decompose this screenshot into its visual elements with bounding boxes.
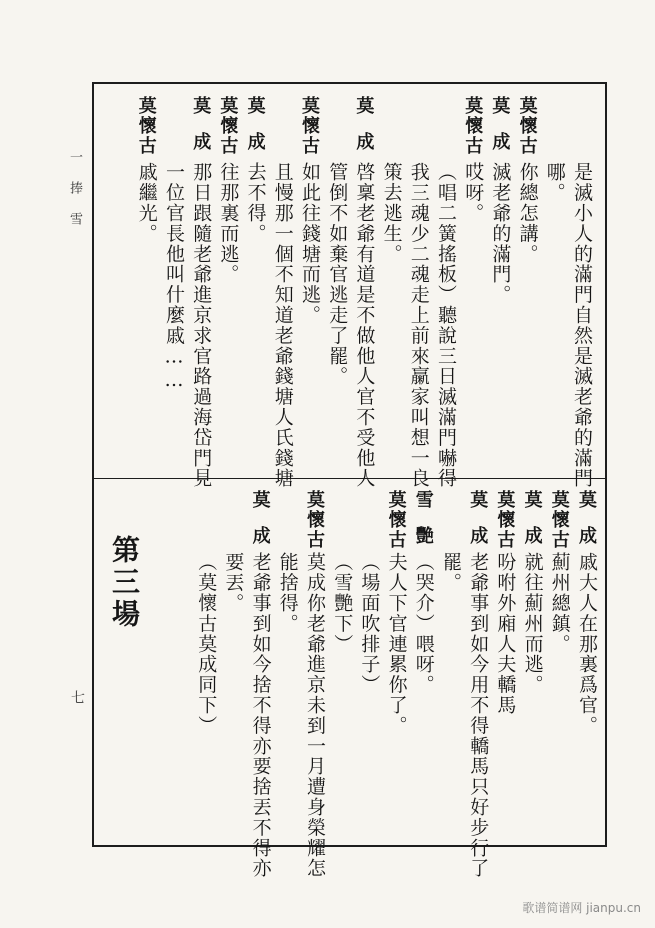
- dialogue-line: 夫人下官連累你了。: [385, 552, 408, 736]
- dialogue-line: 罷。: [440, 552, 462, 593]
- dialogue-line: 往那裏而逃。: [217, 162, 240, 285]
- speaker-label: 莫成: [521, 490, 543, 562]
- speaker-label: 莫成: [190, 96, 212, 168]
- dialogue-line: 去不得。: [244, 162, 267, 244]
- speaker-label: 莫懷古: [462, 96, 484, 156]
- dialogue-line: 是滅小人的滿門自然是滅老爺的滿門: [571, 162, 593, 489]
- dialogue-line: 啓稟老爺有道是不做他人官不受他人: [353, 162, 376, 489]
- dialogue-line: 那日跟隨老爺進京求官路過海岱門見: [190, 162, 213, 489]
- speaker-label: 雪艷: [412, 490, 434, 562]
- dialogue-line: 你總怎講。: [516, 162, 539, 264]
- speaker-label: 莫懷古: [494, 490, 516, 550]
- dialogue-line: 老爺事到如今用不得轎馬只好步行了: [467, 552, 490, 879]
- dialogue-line: 老爺事到如今捨不得亦要捨丟不得亦: [249, 552, 272, 879]
- section-divider: [92, 478, 607, 479]
- speaker-label: 莫懷古: [304, 490, 325, 550]
- dialogue-line: 滅老爺的滿門。: [489, 162, 512, 305]
- speaker-label: 莫懷古: [385, 490, 407, 550]
- dialogue-line: 要丟。: [222, 552, 245, 614]
- dialogue-line: 如此往錢塘而逃。: [299, 162, 321, 326]
- dialogue-line: 戚繼光。: [135, 162, 158, 244]
- speaker-label: 莫懷古: [548, 490, 570, 550]
- dialogue-line: （唱二簧搖板）聽說三日滅滿門嚇得: [435, 162, 457, 489]
- dialogue-line: 哎呀。: [462, 162, 485, 224]
- page-number: 七: [69, 690, 85, 705]
- speaker-label: 莫懷古: [299, 96, 320, 156]
- dialogue-line: 能捨得。: [276, 552, 299, 634]
- speaker-label: 莫懷古: [217, 96, 239, 156]
- speaker-label: 莫成: [576, 490, 597, 562]
- dialogue-line: 一位官長他叫什麼戚……: [163, 162, 185, 393]
- dialogue-line: （場面吹排子）: [358, 552, 381, 695]
- dialogue-line: 哪。: [543, 162, 566, 203]
- speaker-label: 莫成: [249, 490, 271, 562]
- scene-title: 第三場: [108, 535, 141, 631]
- speaker-label: 莫成: [353, 96, 375, 168]
- speaker-label: 莫成: [244, 96, 266, 168]
- dialogue-line: （雪艷下）: [331, 552, 354, 654]
- dialogue-line: 薊州總鎮。: [548, 552, 571, 654]
- dialogue-line: 戚大人在那裏爲官。: [576, 552, 598, 736]
- dialogue-line: （哭介）喂呀。: [412, 552, 435, 695]
- watermark: 歌谱简谱网 jianpu.cn: [522, 901, 641, 915]
- dialogue-line: 莫成你老爺進京未到一月遭身榮耀怎: [304, 552, 326, 879]
- dialogue-line: 吩咐外廂人夫轎馬: [494, 552, 517, 716]
- running-title: 一捧雪: [67, 150, 82, 243]
- dialogue-line: 就往薊州而逃。: [521, 552, 544, 695]
- speaker-label: 莫成: [489, 96, 511, 168]
- speaker-label: 莫成: [467, 490, 489, 562]
- dialogue-line: 管倒不如棄官逃走了罷。: [326, 162, 349, 387]
- dialogue-line: （莫懷古莫成同下）: [195, 552, 218, 736]
- speaker-label: 莫懷古: [135, 96, 157, 156]
- dialogue-line: 且慢那一個不知道老爺錢塘人氏錢塘: [271, 162, 294, 489]
- dialogue-line: 策去逃生。: [380, 162, 403, 264]
- dialogue-line: 我三魂少二魂走上前來䊨家叫想一良: [407, 162, 430, 489]
- speaker-label: 莫懷古: [516, 96, 538, 156]
